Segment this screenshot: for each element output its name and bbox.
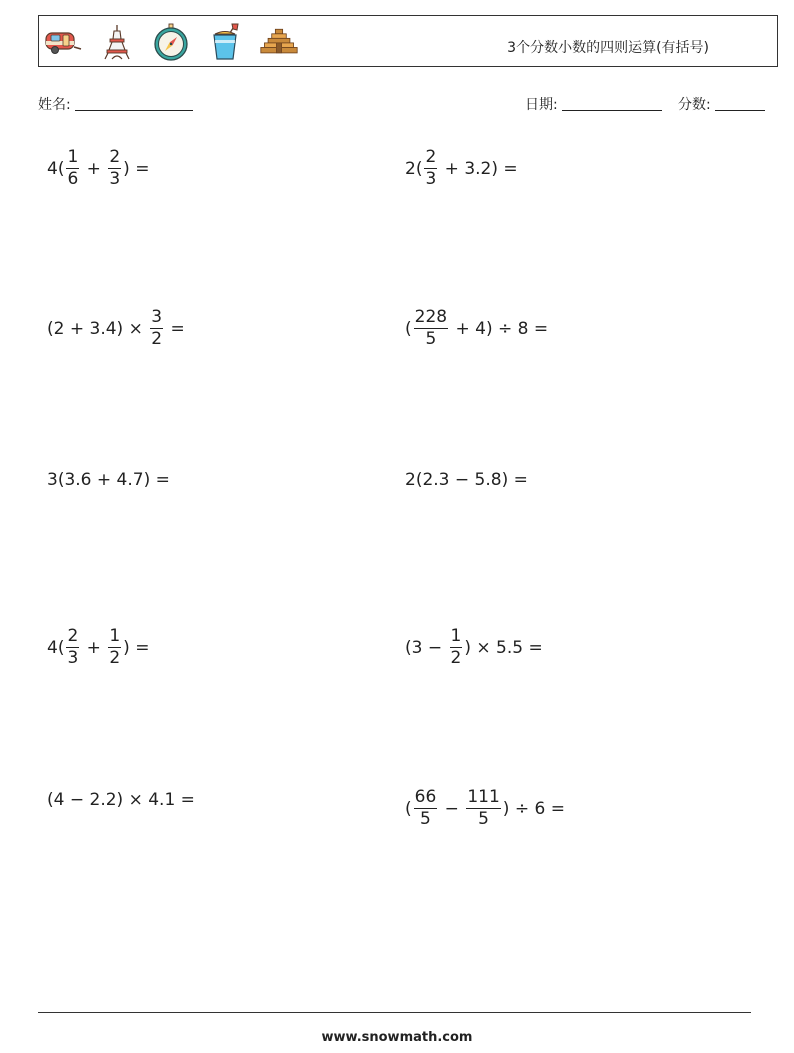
denominator: 5 — [420, 809, 431, 829]
expr-text: (2 + 3.4) × — [47, 318, 149, 339]
denominator: 2 — [450, 648, 462, 668]
numerator: 228 — [414, 307, 448, 327]
numerator: 66 — [414, 787, 437, 807]
expr-text: 4( — [47, 158, 65, 179]
score-blank-line[interactable] — [715, 110, 765, 111]
eiffel-tower-icon — [97, 22, 137, 62]
fraction — [150, 308, 163, 349]
problem-2 — [405, 148, 518, 189]
denominator: 3 — [67, 648, 79, 668]
expr-text: (3 − — [405, 637, 448, 658]
name-label: 姓名: — [38, 97, 71, 113]
problem-8 — [405, 627, 543, 668]
worksheet-header — [38, 15, 778, 67]
expr-text: ) ÷ 6 = — [502, 798, 565, 819]
fraction — [66, 627, 79, 668]
expr-text: + — [81, 158, 107, 179]
problem-3 — [47, 308, 185, 349]
expr-text: + — [81, 637, 107, 658]
denominator: 2 — [109, 648, 121, 668]
date-label: 日期: — [525, 97, 558, 113]
expr-text: (4 − 2.2) × 4.1 = — [47, 790, 195, 810]
score-field[interactable] — [678, 94, 765, 114]
fraction — [414, 788, 438, 829]
date-field[interactable] — [525, 94, 662, 114]
footer-divider — [38, 1012, 751, 1013]
expr-text: 2(2.3 − 5.8) = — [405, 470, 528, 490]
expr-text: 3(3.6 + 4.7) = — [47, 470, 170, 490]
fraction — [108, 148, 121, 189]
expr-text: = — [165, 318, 185, 339]
problem-7 — [47, 627, 149, 668]
fraction — [424, 148, 437, 189]
problem-5 — [47, 470, 170, 490]
fraction — [450, 627, 463, 668]
expr-text: ) × 5.5 = — [464, 637, 543, 658]
footer-url[interactable]: www.snowmath.com — [321, 1030, 473, 1045]
denominator: 3 — [425, 169, 437, 189]
expr-text: + 3.2) = — [439, 158, 518, 179]
denominator: 5 — [478, 809, 489, 829]
problem-6 — [405, 470, 528, 490]
expr-text: ( — [405, 318, 412, 339]
denominator: 2 — [151, 329, 163, 349]
expr-text: 2( — [405, 158, 423, 179]
compass-icon — [151, 22, 191, 62]
expr-text: + 4) ÷ 8 = — [450, 318, 549, 339]
denominator: 3 — [109, 169, 121, 189]
pyramid-icon — [259, 22, 299, 62]
problem-4 — [405, 308, 548, 349]
name-blank-line[interactable] — [75, 110, 193, 111]
numerator: 1 — [67, 147, 79, 167]
fraction — [66, 148, 79, 189]
numerator: 1 — [109, 626, 121, 646]
header-icons — [43, 22, 299, 62]
numerator: 2 — [109, 147, 121, 167]
denominator: 5 — [425, 329, 437, 349]
date-blank-line[interactable] — [562, 110, 662, 111]
numerator: 2 — [425, 147, 437, 167]
expr-text: ) = — [123, 158, 150, 179]
numerator: 111 — [467, 787, 500, 807]
fraction — [108, 627, 121, 668]
fraction — [414, 308, 448, 349]
fraction — [466, 788, 500, 829]
problem-9 — [47, 790, 195, 810]
worksheet-title: 3个分数小数的四则运算(有括号) — [507, 40, 709, 56]
score-label: 分数: — [678, 97, 711, 113]
expr-text: 4( — [47, 637, 65, 658]
sand-bucket-icon — [205, 22, 245, 62]
camper-trailer-icon — [43, 22, 83, 62]
expr-text: ( — [405, 798, 412, 819]
numerator: 2 — [67, 626, 79, 646]
numerator: 3 — [151, 307, 163, 327]
name-field[interactable] — [38, 94, 193, 114]
expr-text: − — [439, 798, 465, 819]
denominator: 6 — [67, 169, 79, 189]
numerator: 1 — [450, 626, 462, 646]
expr-text: ) = — [123, 637, 150, 658]
problem-10 — [405, 788, 565, 829]
problem-1 — [47, 148, 149, 189]
